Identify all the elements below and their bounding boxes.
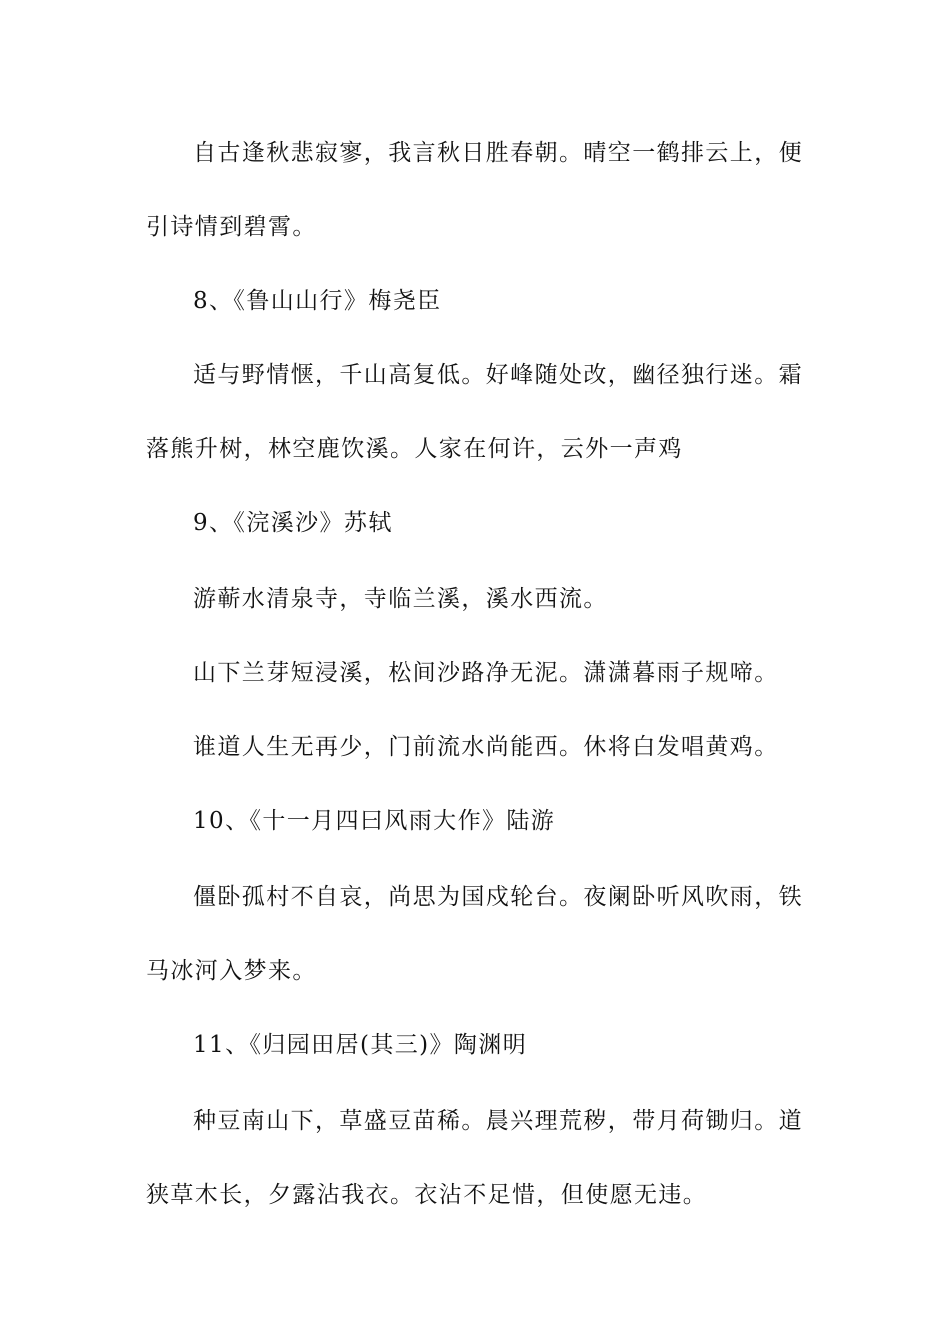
poem-line: 引诗情到碧霄。 [146,214,317,240]
poem-line: 游蕲水清泉寺，寺临兰溪，溪水西流。 [193,586,608,612]
poem-line: 狭草木长，夕露沾我衣。衣沾不足惜，但使愿无违。 [146,1182,708,1208]
poem-line: 种豆南山下，草盛豆苗稀。晨兴理荒秽，带月荷锄归。道 [193,1108,803,1134]
poem-heading: 10、《十一月四曰风雨大作》陆游 [193,808,556,834]
poem-line: 马冰河入梦来。 [146,958,317,984]
poem-line: 僵卧孤村不自哀，尚思为国戍轮台。夜阑卧听风吹雨，铁 [193,884,803,910]
poem-line: 落熊升树，林空鹿饮溪。人家在何许，云外一声鸡 [146,436,683,462]
poem-heading: 9、《浣溪沙》苏轼 [193,510,393,536]
poem-line: 谁道人生无再少，门前流水尚能西。休将白发唱黄鸡。 [193,734,779,760]
poem-heading: 8、《鲁山山行》梅尧臣 [193,288,442,314]
poem-line: 山下兰芽短浸溪，松间沙路净无泥。潇潇暮雨子规啼。 [193,660,779,686]
poem-line: 自古逢秋悲寂寥，我言秋日胜春朝。晴空一鹤排云上，便 [193,140,803,166]
poem-line: 适与野情惬，千山高复低。好峰随处改，幽径独行迷。霜 [193,362,803,388]
poem-heading: 11、《归园田居(其三)》陶渊明 [193,1032,528,1058]
